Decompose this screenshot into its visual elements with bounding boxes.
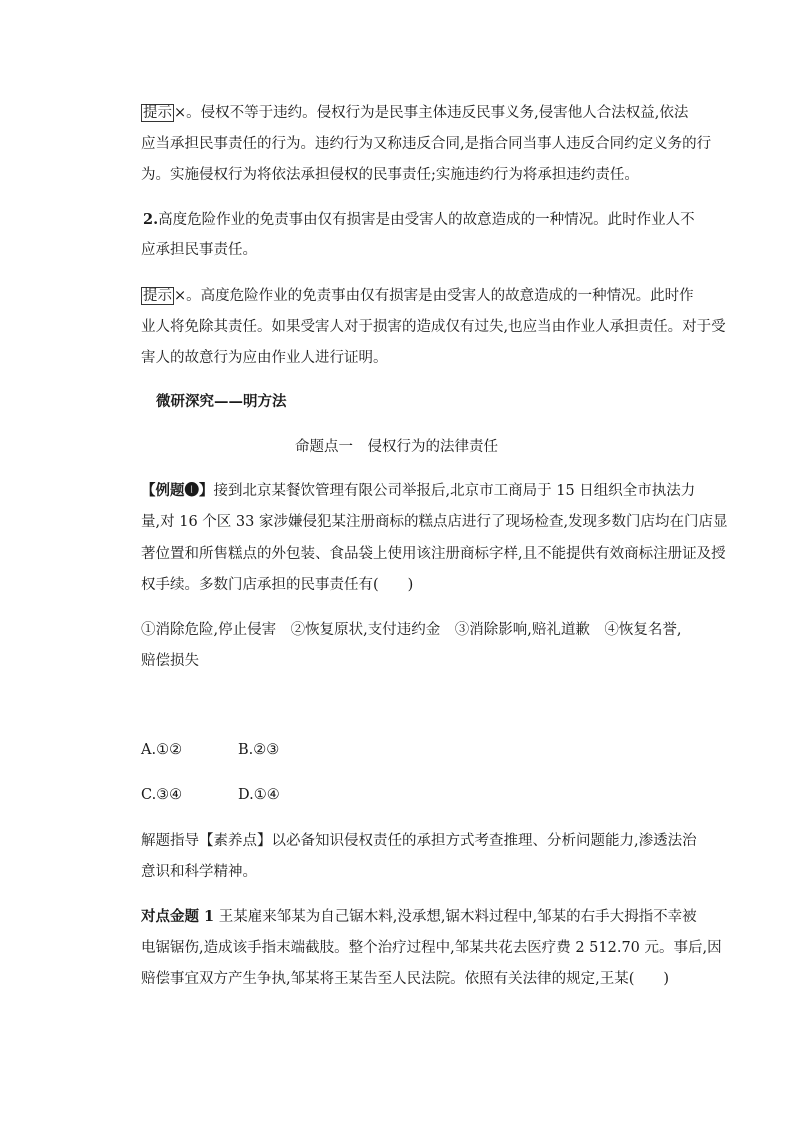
question-2-line-1: 2.高度危险作业的免责事由仅有损害是由受害人的故意造成的一种情况。此时作业人不 xyxy=(143,211,695,228)
hint-1-line-2: 应当承担民事责任的行为。违约行为又称违反合同,是指合同当事人违反合同约定义务的行 xyxy=(141,136,712,152)
hint-1-line-1: 提示 ×。侵权不等于违约。侵权行为是民事主体违反民事义务,侵害他人合法权益,依法 xyxy=(143,105,689,121)
example-label: 【例题❶】 xyxy=(141,482,214,499)
section-title: 微研深究——明方法 xyxy=(156,393,287,410)
question-2-number: 2. xyxy=(143,211,159,228)
example-line-4: 权手续。多数门店承担的民事责任有( ) xyxy=(141,577,414,593)
option-c: C.③④ xyxy=(141,787,183,803)
option-b: B.②③ xyxy=(238,742,280,758)
hint-1-line-3: 为。实施侵权行为将依法承担侵权的民事责任;实施违约行为将承担违约责任。 xyxy=(141,167,639,183)
subtitle: 命题点一 侵权行为的法律责任 xyxy=(295,439,498,455)
hint-2-line-2: 业人将免除其责任。如果受害人对于损害的造成仅有过失,也应当由作业人承担责任。对于受 xyxy=(141,319,726,335)
question-2-line-2: 应承担民事责任。 xyxy=(141,242,257,258)
example-line-1: 【例题❶】接到北京某餐饮管理有限公司举报后,北京市工商局于 15 日组织全市执法力 xyxy=(141,482,696,499)
example-line-2: 量,对 16 个区 33 家涉嫌侵犯某注册商标的糕点店进行了现场检查,发现多数门店均在门店显 xyxy=(141,514,728,530)
option-d: D.①④ xyxy=(238,787,280,803)
option-a: A.①② xyxy=(141,742,183,758)
guide-line-1: 解题指导【素养点】以必备知识侵权责任的承担方式考查推理、分析问题能力,渗透法治 xyxy=(141,833,697,849)
items-line-2: 赔偿损失 xyxy=(141,653,199,669)
items-line-1: ①消除危险,停止侵害 ②恢复原状,支付违约金 ③消除影响,赔礼道歉 ④恢复名誉, xyxy=(141,622,682,638)
question-3-line-1: 对点金题 1 王某雇来邹某为自己锯木料,没承想,锯木料过程中,邹某的右手大拇指不幸被 xyxy=(141,908,697,925)
hint-2-label: 提示 xyxy=(143,288,172,304)
question-3-line-3: 赔偿事宜双方产生争执,邹某将王某告至人民法院。依照有关法律的规定,王某( ) xyxy=(141,971,670,987)
guide-line-2: 意识和科学精神。 xyxy=(141,864,257,880)
question-3-line-2: 电锯锯伤,造成该手指末端截肢。整个治疗过程中,邹某共花去医疗费 2 512.70 元。事后,因 xyxy=(141,940,722,956)
hint-2-line-1: 提示 ×。高度危险作业的免责事由仅有损害是由受害人的故意造成的一种情况。此时作 xyxy=(143,288,694,304)
hint-2-line-3: 害人的故意行为应由作业人进行证明。 xyxy=(141,350,388,366)
hint-1-label: 提示 xyxy=(143,105,172,121)
question-3-label: 对点金题 1 xyxy=(141,908,215,925)
example-line-3: 著位置和所售糕点的外包装、食品袋上使用该注册商标字样,且不能提供有效商标注册证及授 xyxy=(141,546,726,562)
